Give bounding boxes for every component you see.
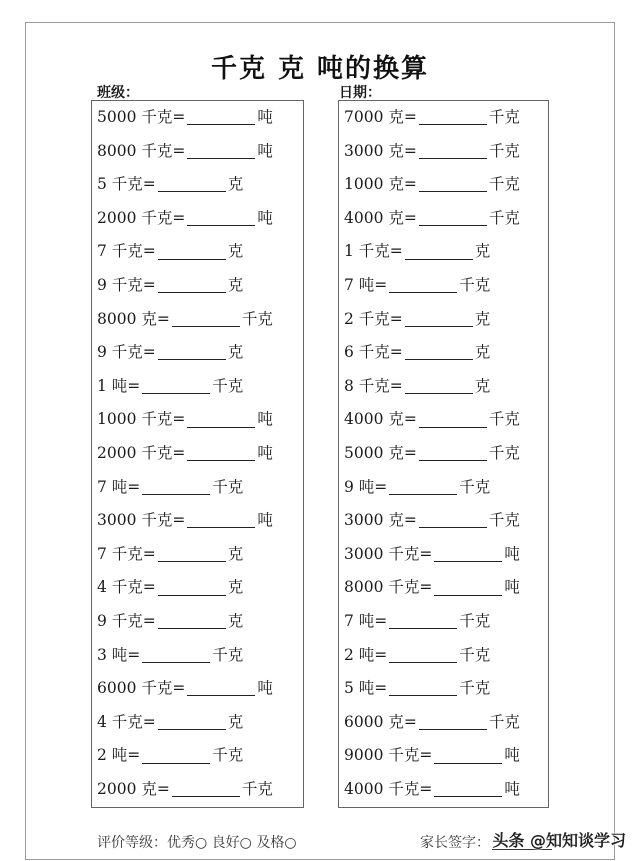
exercise-prompt: 9 吨= [344,477,388,496]
exercise-unit: 吨 [257,410,273,429]
answer-blank[interactable] [434,796,502,797]
answer-blank[interactable] [158,259,226,260]
answer-blank[interactable] [172,326,240,327]
exercise-row [97,168,243,202]
exercise-row [344,370,490,404]
answer-blank[interactable] [158,729,226,730]
exercise-unit: 千克 [241,780,273,798]
exercise-row [97,706,243,740]
answer-blank[interactable] [434,561,502,562]
exercise-unit: 千克 [488,444,520,462]
exercise-row [97,370,243,404]
exercise-unit: 千克 [488,511,520,530]
exercise-unit: 克 [227,276,244,294]
exercise-prompt: 1000 千克= [97,410,186,429]
exercise-unit: 千克 [212,376,244,395]
exercise-unit: 千克 [212,477,244,496]
exercise-row [97,202,273,236]
exercise-unit: 千克 [212,746,244,765]
exercise-row [344,202,520,236]
answer-blank[interactable] [187,460,255,461]
answer-blank[interactable] [187,225,255,226]
exercise-prompt: 2 吨= [97,746,141,765]
exercise-prompt: 5 千克= [97,175,156,194]
exercise-row [97,101,273,135]
date-label: 日期： [339,85,381,101]
exercise-prompt: 5 吨= [344,679,388,698]
answer-blank[interactable] [405,259,473,260]
exercise-unit: 千克 [488,208,520,227]
exercise-row [344,605,490,639]
exercise-row [344,571,520,605]
exercise-unit: 吨 [504,746,520,765]
exercise-prompt: 4000 克= [344,208,417,227]
exercise-prompt: 6 千克= [344,343,403,362]
exercise-prompt: 9 千克= [97,276,156,294]
answer-blank[interactable] [389,628,457,629]
exercise-unit: 吨 [257,444,273,462]
answer-blank[interactable] [419,124,487,125]
answer-blank[interactable] [419,729,487,730]
exercise-prompt: 5000 千克= [97,108,186,126]
exercise-row [97,504,273,538]
exercise-unit: 千克 [488,712,520,731]
exercise-unit: 克 [474,242,491,261]
exercise-row [97,639,243,673]
exercise-row [344,706,520,740]
exercise-row [344,639,490,673]
answer-blank[interactable] [419,225,487,226]
answer-blank[interactable] [405,393,473,394]
exercise-prompt: 9 千克= [97,343,156,362]
exercise-row [344,504,520,538]
exercise-unit: 克 [474,343,491,362]
exercise-unit: 克 [227,175,244,194]
exercise-unit: 吨 [257,208,273,227]
exercise-prompt: 3000 克= [344,511,417,530]
exercise-unit: 吨 [504,578,520,597]
exercise-unit: 千克 [488,141,520,160]
exercise-row [344,471,490,505]
exercise-unit: 千克 [459,679,491,698]
answer-blank[interactable] [187,695,255,696]
exercise-prompt: 1000 克= [344,175,417,194]
evaluation-grade: 评价等级：优秀○ 良好○ 及格○ [97,835,297,851]
exercise-prompt: 8000 克= [97,309,170,328]
exercise-row [344,101,520,135]
exercise-prompt: 9 千克= [97,612,156,630]
exercise-row [344,135,520,169]
exercise-unit: 克 [227,544,244,563]
exercise-unit: 克 [227,343,244,362]
exercise-row [97,336,243,370]
exercise-unit: 克 [227,242,244,261]
worksheet-title: 千克 克 吨的换算 [210,54,430,84]
exercise-row [344,336,490,370]
exercise-row [344,672,490,706]
parent-signature-label: 家长签字： [420,835,490,851]
answer-blank[interactable] [187,527,255,528]
exercise-row [97,605,243,639]
exercise-row [344,538,520,572]
answer-blank[interactable] [158,191,226,192]
answer-blank[interactable] [158,628,226,629]
exercise-row [97,303,273,337]
answer-blank[interactable] [158,595,226,596]
exercise-prompt: 2000 千克= [97,444,186,462]
exercise-prompt: 3 吨= [97,645,141,664]
answer-blank[interactable] [389,494,457,495]
left-exercise-column [91,100,304,808]
exercise-unit: 吨 [257,108,273,126]
exercise-prompt: 4000 克= [344,410,417,429]
answer-blank[interactable] [389,695,457,696]
answer-blank[interactable] [389,662,457,663]
answer-blank[interactable] [142,763,210,764]
exercise-row [97,403,273,437]
exercise-prompt: 2000 千克= [97,208,186,227]
exercise-unit: 吨 [257,511,273,530]
exercise-prompt: 4 千克= [97,712,156,731]
answer-blank[interactable] [405,359,473,360]
answer-blank[interactable] [419,460,487,461]
watermark-text: 头条 @知知谈学习 [492,831,626,850]
exercise-prompt: 6000 千克= [97,679,186,698]
exercise-prompt: 3000 千克= [97,511,186,530]
exercise-row [344,269,490,303]
answer-blank[interactable] [158,292,226,293]
answer-blank[interactable] [142,494,210,495]
exercise-prompt: 3000 克= [344,141,417,160]
exercise-row [97,538,243,572]
exercise-unit: 千克 [488,175,520,194]
exercise-prompt: 8000 千克= [344,578,433,597]
exercise-unit: 千克 [459,645,491,664]
exercise-row [97,235,243,269]
answer-blank[interactable] [389,292,457,293]
exercise-prompt: 1 吨= [97,376,141,395]
exercise-prompt: 2000 克= [97,780,170,798]
exercise-row [97,672,273,706]
exercise-prompt: 6000 克= [344,712,417,731]
exercise-prompt: 7000 克= [344,108,417,126]
exercise-prompt: 9000 千克= [344,746,433,765]
answer-blank[interactable] [405,326,473,327]
exercise-unit: 克 [227,612,244,630]
exercise-unit: 克 [227,578,244,597]
exercise-row [97,773,273,807]
exercise-row [344,168,520,202]
exercise-row [97,471,243,505]
exercise-unit: 千克 [459,276,491,294]
exercise-prompt: 8 千克= [344,376,403,395]
exercise-row [344,403,520,437]
exercise-row [344,437,520,471]
exercise-prompt: 8000 千克= [97,141,186,160]
exercise-prompt: 1 千克= [344,242,403,261]
answer-blank[interactable] [419,527,487,528]
exercise-prompt: 2 吨= [344,645,388,664]
exercise-unit: 千克 [459,477,491,496]
exercise-row [97,135,273,169]
answer-blank[interactable] [419,427,487,428]
answer-blank[interactable] [158,561,226,562]
exercise-unit: 克 [227,712,244,731]
exercise-unit: 千克 [241,309,273,328]
exercise-row [97,571,243,605]
exercise-prompt: 5000 克= [344,444,417,462]
exercise-prompt: 7 千克= [97,242,156,261]
exercise-row [97,269,243,303]
exercise-prompt: 2 千克= [344,309,403,328]
exercise-prompt: 7 吨= [97,477,141,496]
exercise-unit: 吨 [257,679,273,698]
exercise-unit: 克 [474,376,491,395]
exercise-prompt: 7 千克= [97,544,156,563]
answer-blank[interactable] [142,662,210,663]
right-exercise-column [338,100,549,808]
exercise-unit: 克 [474,309,491,328]
exercise-prompt: 3000 千克= [344,544,433,563]
exercise-unit: 吨 [504,544,520,563]
exercise-prompt: 7 吨= [344,612,388,630]
exercise-unit: 千克 [459,612,491,630]
exercise-unit: 千克 [212,645,244,664]
answer-blank[interactable] [419,191,487,192]
exercise-unit: 吨 [257,141,273,160]
exercise-row [344,739,520,773]
exercise-unit: 千克 [488,108,520,126]
exercise-prompt: 7 吨= [344,276,388,294]
answer-blank[interactable] [419,158,487,159]
answer-blank[interactable] [172,796,240,797]
answer-blank[interactable] [187,124,255,125]
exercise-row [344,235,490,269]
exercise-row [344,773,520,807]
exercise-row [97,739,243,773]
answer-blank[interactable] [142,393,210,394]
answer-blank[interactable] [187,427,255,428]
answer-blank[interactable] [158,359,226,360]
answer-blank[interactable] [187,158,255,159]
class-label: 班级： [97,85,139,101]
exercise-row [344,303,490,337]
exercise-row [97,437,273,471]
answer-blank[interactable] [434,595,502,596]
exercise-unit: 千克 [488,410,520,429]
exercise-unit: 吨 [504,780,520,798]
exercise-prompt: 4 千克= [97,578,156,597]
exercise-prompt: 4000 千克= [344,780,433,798]
answer-blank[interactable] [434,763,502,764]
